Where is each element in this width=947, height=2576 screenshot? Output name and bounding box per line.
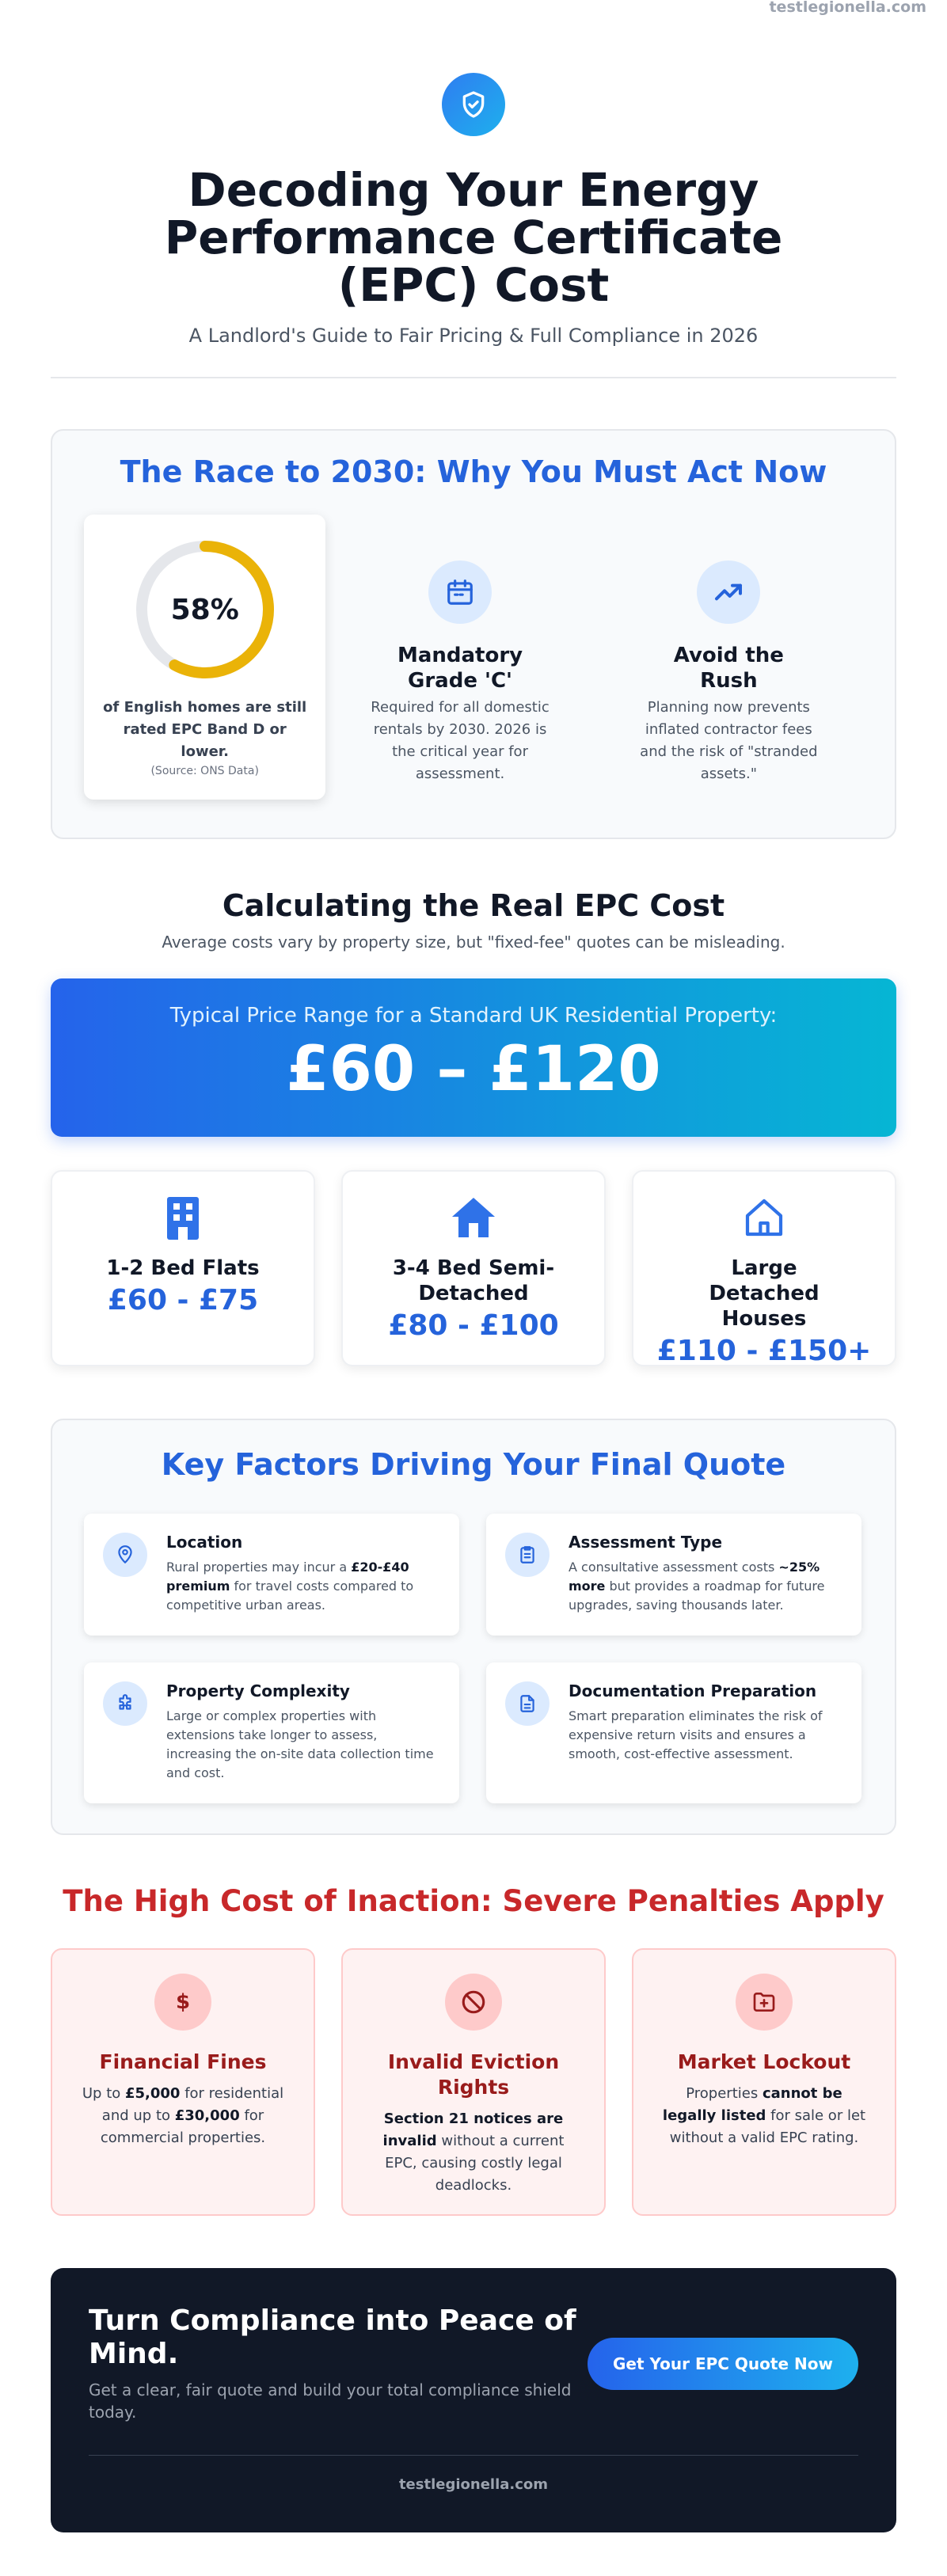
house-filled-icon: [343, 1194, 604, 1241]
penalty-name: Market Lockout: [677, 2050, 851, 2073]
factor-card-assessment-type: [486, 1514, 861, 1636]
factor-card-location: [84, 1514, 459, 1636]
stat-text: of English homes are still rated EPC Band D or lower.: [103, 699, 307, 760]
price-range: £60 – £120: [286, 1034, 661, 1105]
cta-divider: [89, 2455, 858, 2456]
penalty-text: Section 21 notices are invalid without a current EPC, causing costly legal deadlocks.: [382, 2111, 565, 2194]
factor-title: Property Complexity: [166, 1681, 350, 1700]
price-tiers: [51, 1170, 896, 1366]
cost-title: Calculating the Real EPC Cost: [222, 888, 725, 923]
tier-price: £60 - £75: [107, 1284, 259, 1316]
clipboard-icon: [505, 1533, 550, 1577]
factor-text: Rural properties may incur a £20-£40 premium for travel costs compared to competitive urban areas.: [166, 1560, 414, 1613]
factor-text: Smart preparation eliminates the risk of expensive return visits and ensures a smooth, cost-effective assessment.: [569, 1708, 823, 1761]
map-pin-icon: [103, 1533, 147, 1577]
price-banner: [51, 978, 896, 1137]
penalty-name: Invalid Eviction Rights: [387, 2050, 560, 2099]
tier-name: Large Detached Houses: [709, 1256, 820, 1331]
factor-title: Documentation Preparation: [569, 1681, 817, 1700]
factor-title: Assessment Type: [569, 1533, 723, 1552]
stat-source: (Source: ONS Data): [150, 765, 259, 777]
dollar-icon: $: [154, 1974, 211, 2031]
tier-card: [51, 1170, 315, 1366]
page-subtitle: A Landlord's Guide to Fair Pricing & Full Compliance in 2026: [188, 325, 759, 347]
shield-check-icon: [442, 73, 505, 136]
penalty-name: Financial Fines: [99, 2050, 267, 2073]
factor-text: A consultative assessment costs ~25% more but provides a roadmap for future upgrades, saving thousands later.: [569, 1560, 825, 1613]
penalty-card-eviction: [341, 1948, 606, 2216]
factors-section: [51, 1419, 896, 1835]
header: [51, 0, 896, 378]
stat-card: [84, 515, 325, 800]
penalty-card-market-lockout: [632, 1948, 896, 2216]
page-title: Decoding Your Energy Performance Certificate (EPC) Cost: [164, 163, 783, 312]
brand-top-text: testlegionella.com: [769, 0, 926, 16]
factor-text: Large or complex properties with extensions take longer to assess, increasing the on-site data collection time and cost.: [166, 1708, 434, 1780]
feature-avoid-rush: [595, 515, 863, 800]
ban-icon: [445, 1974, 502, 2031]
factor-title: Location: [166, 1533, 243, 1552]
document-icon: [505, 1681, 550, 1726]
building-icon: [52, 1194, 314, 1241]
race-title: The Race to 2030: Why You Must Act Now: [120, 454, 827, 489]
tier-name: 3-4 Bed Semi-Detached: [392, 1256, 555, 1305]
feature-text: Planning now prevents inflated contractor fees and the risk of "stranded assets.": [640, 699, 818, 782]
house-outline-icon: [633, 1194, 895, 1241]
feature-title: Avoid the Rush: [673, 644, 784, 693]
tier-card: [632, 1170, 896, 1366]
tier-price: £80 - £100: [388, 1309, 559, 1342]
folder-plus-icon: [736, 1974, 793, 2031]
penalties-row: [51, 1948, 896, 2216]
factor-card-documentation: [486, 1662, 861, 1803]
tier-price: £110 - £150+: [656, 1335, 872, 1367]
cta-subtitle: Get a clear, fair quote and build your total compliance shield today.: [89, 2380, 572, 2422]
factor-card-property-complexity: [84, 1662, 459, 1803]
penalty-text: Properties cannot be legally listed for sale or let without a valid EPC rating.: [662, 2085, 866, 2146]
factors-title: Key Factors Driving Your Final Quote: [161, 1447, 786, 1482]
cta-section: [51, 2268, 896, 2532]
tier-card: [341, 1170, 606, 1366]
feature-text: Required for all domestic rentals by 2030. 2026 is the critical year for assessment.: [371, 699, 550, 782]
calendar-icon: [428, 560, 492, 624]
feature-mandatory-grade: [325, 515, 594, 800]
cost-subtitle: Average costs vary by property size, but "fixed-fee" quotes can be misleading.: [162, 933, 785, 952]
cta-title: Turn Compliance into Peace of Mind.: [89, 2304, 576, 2370]
price-label: Typical Price Range for a Standard UK Residential Property:: [169, 1004, 778, 1028]
stat-value: 58%: [170, 593, 239, 626]
footer-brand: testlegionella.com: [398, 2476, 549, 2493]
divider: [51, 377, 896, 378]
feature-title: Mandatory Grade 'C': [397, 644, 523, 693]
donut-chart: [129, 534, 281, 686]
trending-up-icon: [697, 560, 760, 624]
penalty-text: Up to £5,000 for residential and up to £30,000 for commercial properties.: [82, 2085, 284, 2146]
get-quote-button[interactable]: Get Your EPC Quote Now: [588, 2338, 858, 2390]
tier-name: 1-2 Bed Flats: [106, 1256, 260, 1280]
penalty-card-fines: [51, 1948, 315, 2216]
race-section: [51, 429, 896, 839]
puzzle-icon: [103, 1681, 147, 1726]
penalties-title: The High Cost of Inaction: Severe Penalties Apply: [63, 1884, 884, 1918]
